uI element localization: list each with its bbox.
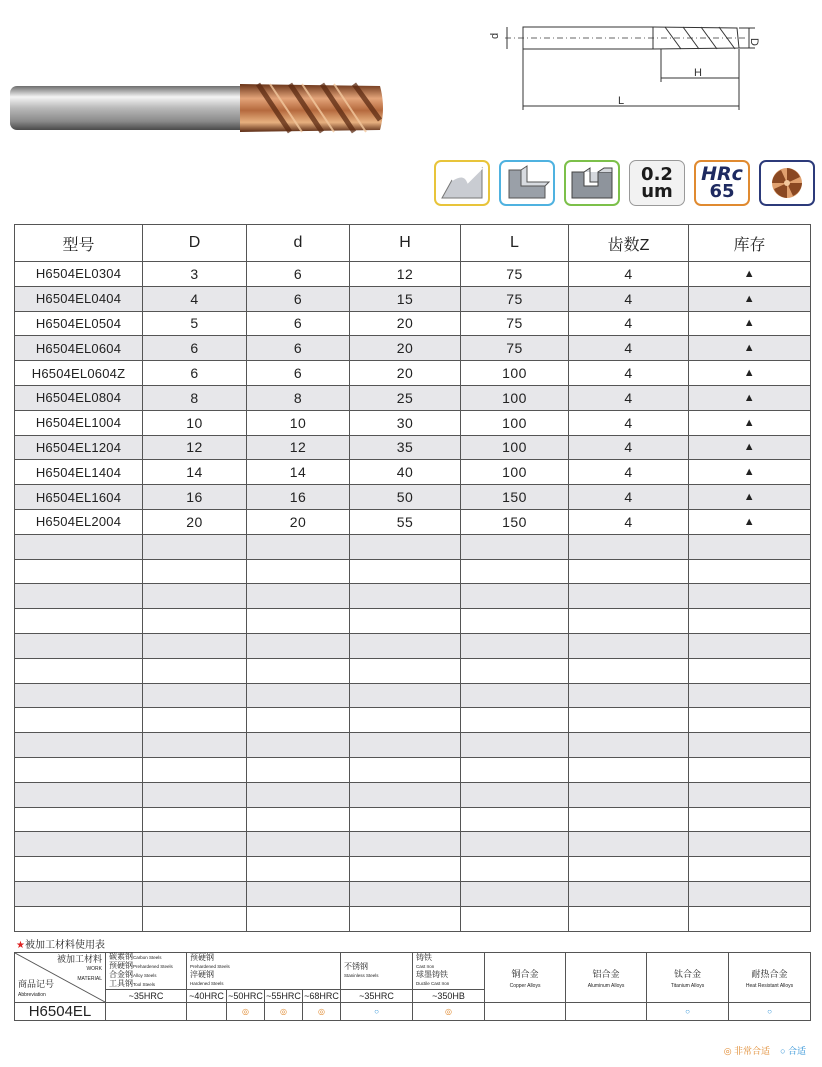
table-cell — [15, 609, 143, 634]
legend-suitable: ○ 合适 — [780, 1046, 806, 1056]
table-cell — [143, 633, 247, 658]
table-cell: 20 — [247, 509, 350, 534]
table-cell — [143, 832, 247, 857]
table-cell — [689, 757, 811, 782]
table-cell: 100 — [461, 385, 569, 410]
legend-very-suitable: ◎ 非常合适 — [723, 1046, 771, 1056]
table-cell — [569, 782, 689, 807]
table-cell: 100 — [461, 361, 569, 386]
profile-milling-icon — [434, 160, 490, 206]
table-cell — [569, 708, 689, 733]
table-cell — [143, 881, 247, 906]
table-cell — [350, 733, 461, 758]
table-cell: 12 — [143, 435, 247, 460]
empty-row — [15, 559, 811, 584]
mark-cell: ◎ — [303, 1003, 341, 1021]
table-row — [15, 336, 811, 361]
empty-row — [15, 708, 811, 733]
table-cell: 16 — [247, 485, 350, 510]
material-carbon: 碳素钢Carbon Steels 预硬钢Prehardened Steels 合金钢Alloy Steels 工具钢Tool Steels — [106, 953, 187, 990]
empty-row — [15, 832, 811, 857]
table-cell — [461, 807, 569, 832]
table-cell — [350, 534, 461, 559]
table-row — [15, 311, 811, 336]
empty-row — [15, 609, 811, 634]
table-cell — [247, 559, 350, 584]
table-cell — [461, 733, 569, 758]
table-row — [15, 435, 811, 460]
table-cell: H6504EL0304 — [15, 262, 143, 287]
table-cell — [143, 807, 247, 832]
table-cell — [143, 782, 247, 807]
hrc-40: ~40HRC — [187, 990, 227, 1003]
table-cell: 4 — [569, 410, 689, 435]
table-cell: 6 — [247, 262, 350, 287]
table-cell — [15, 857, 143, 882]
table-cell: 4 — [143, 286, 247, 311]
surface-roughness-icon — [629, 160, 685, 206]
table-cell: 20 — [350, 311, 461, 336]
table-cell: 100 — [461, 410, 569, 435]
table-cell — [247, 633, 350, 658]
table-cell: ▲ — [689, 410, 811, 435]
legend — [724, 1044, 806, 1057]
table-cell — [350, 881, 461, 906]
table-cell: 4 — [569, 361, 689, 386]
table-cell: ▲ — [689, 385, 811, 410]
table-cell — [689, 708, 811, 733]
table-cell — [461, 658, 569, 683]
table-cell — [143, 584, 247, 609]
table-cell: 75 — [461, 336, 569, 361]
table-cell — [143, 708, 247, 733]
material-copper: 铜合金 Copper Alloys — [485, 953, 566, 1003]
table-cell: 50 — [350, 485, 461, 510]
table-cell — [15, 658, 143, 683]
table-cell — [247, 881, 350, 906]
table-cell — [15, 832, 143, 857]
material-cast-iron: 铸铁 Cast Iron 球墨铸铁 Ductile Cast Iron — [413, 953, 485, 990]
header-H: H — [350, 225, 461, 262]
table-cell — [689, 832, 811, 857]
spec-table — [14, 224, 811, 932]
material-table-title: ★被加工材料使用表 — [16, 940, 105, 951]
mark-cell: ○ — [341, 1003, 413, 1021]
table-cell — [247, 757, 350, 782]
table-cell — [569, 559, 689, 584]
table-cell — [350, 906, 461, 931]
table-cell: 6 — [143, 361, 247, 386]
hrc-stainless: ~35HRC — [341, 990, 413, 1003]
table-cell — [689, 658, 811, 683]
table-cell — [247, 807, 350, 832]
table-cell: 12 — [350, 262, 461, 287]
table-cell — [350, 782, 461, 807]
table-cell: H6504EL1204 — [15, 435, 143, 460]
table-cell — [569, 857, 689, 882]
table-cell: H6504EL0404 — [15, 286, 143, 311]
table-cell — [461, 683, 569, 708]
table-cell — [350, 857, 461, 882]
table-cell: ▲ — [689, 435, 811, 460]
table-cell — [569, 658, 689, 683]
table-cell — [15, 534, 143, 559]
table-cell — [689, 559, 811, 584]
mark-cell — [187, 1003, 227, 1021]
table-cell: 20 — [350, 336, 461, 361]
table-cell: 5 — [143, 311, 247, 336]
table-cell: ▲ — [689, 485, 811, 510]
table-cell — [350, 559, 461, 584]
table-cell — [689, 906, 811, 931]
mark-cell — [566, 1003, 647, 1021]
empty-row — [15, 584, 811, 609]
table-cell: 8 — [247, 385, 350, 410]
table-cell — [15, 757, 143, 782]
material-hardened: 预硬钢 Prehardened Steels 淬硬钢 Hardened Steels — [187, 953, 341, 990]
table-cell — [143, 683, 247, 708]
header-d: d — [247, 225, 350, 262]
table-row — [15, 262, 811, 287]
drawing-label-L: L — [618, 95, 625, 107]
table-cell: 150 — [461, 509, 569, 534]
table-cell: 14 — [143, 460, 247, 485]
material-titanium: 钛合金 Titanium Alloys — [647, 953, 729, 1003]
table-cell — [569, 807, 689, 832]
table-cell — [569, 584, 689, 609]
table-cell: H6504EL1004 — [15, 410, 143, 435]
table-cell: 3 — [143, 262, 247, 287]
table-cell — [247, 832, 350, 857]
table-cell: ▲ — [689, 460, 811, 485]
table-cell — [461, 832, 569, 857]
table-cell — [15, 584, 143, 609]
table-cell — [143, 609, 247, 634]
table-cell: 8 — [143, 385, 247, 410]
empty-row — [15, 857, 811, 882]
table-cell — [15, 708, 143, 733]
table-cell — [143, 534, 247, 559]
hb-cast: ~350HB — [413, 990, 485, 1003]
table-cell: H6504EL0804 — [15, 385, 143, 410]
table-cell — [689, 807, 811, 832]
table-cell — [461, 857, 569, 882]
table-cell — [143, 559, 247, 584]
hardness-label: HRc — [701, 163, 743, 185]
table-cell — [461, 559, 569, 584]
table-cell — [461, 534, 569, 559]
table-cell — [689, 633, 811, 658]
table-cell — [15, 807, 143, 832]
table-cell — [15, 906, 143, 931]
table-cell: 4 — [569, 336, 689, 361]
table-cell: 150 — [461, 485, 569, 510]
table-cell: H6504EL1604 — [15, 485, 143, 510]
table-cell: 4 — [569, 262, 689, 287]
table-cell: H6504EL2004 — [15, 509, 143, 534]
empty-row — [15, 782, 811, 807]
table-row — [15, 460, 811, 485]
table-cell: 75 — [461, 311, 569, 336]
empty-row — [15, 807, 811, 832]
mark-cell: ○ — [729, 1003, 811, 1021]
roughness-unit: um — [641, 181, 673, 202]
table-cell — [461, 609, 569, 634]
table-cell: 4 — [569, 485, 689, 510]
table-cell — [350, 609, 461, 634]
table-cell: 14 — [247, 460, 350, 485]
table-cell: 10 — [247, 410, 350, 435]
table-cell: ▲ — [689, 361, 811, 386]
slot-milling-icon — [564, 160, 620, 206]
table-cell: 6 — [247, 361, 350, 386]
table-row — [15, 485, 811, 510]
table-cell — [143, 906, 247, 931]
table-row — [15, 286, 811, 311]
drawing-label-D: D — [748, 38, 760, 46]
material-table — [14, 952, 811, 1021]
table-cell — [15, 881, 143, 906]
table-cell: 4 — [569, 509, 689, 534]
empty-row — [15, 658, 811, 683]
table-cell: 16 — [143, 485, 247, 510]
table-cell — [461, 584, 569, 609]
table-cell — [143, 857, 247, 882]
drawing-label-d: d — [489, 32, 501, 39]
table-cell — [569, 534, 689, 559]
table-cell: 55 — [350, 509, 461, 534]
table-cell: 6 — [143, 336, 247, 361]
empty-row — [15, 683, 811, 708]
table-cell — [247, 609, 350, 634]
table-cell — [569, 609, 689, 634]
table-cell: H6504EL0604 — [15, 336, 143, 361]
table-cell — [461, 708, 569, 733]
four-flute-icon — [759, 160, 815, 206]
table-cell: ▲ — [689, 336, 811, 361]
table-cell — [569, 832, 689, 857]
table-cell: ▲ — [689, 311, 811, 336]
hrc-50: ~50HRC — [228, 991, 263, 1001]
table-cell — [461, 633, 569, 658]
table-cell: 25 — [350, 385, 461, 410]
table-cell: 6 — [247, 311, 350, 336]
material-header-row — [15, 953, 811, 990]
material-stainless: 不锈钢 Staninless Steels — [341, 953, 413, 990]
dimension-drawing — [485, 10, 765, 115]
table-cell: 15 — [350, 286, 461, 311]
table-cell — [143, 733, 247, 758]
header-teeth: 齿数Z — [569, 225, 689, 262]
table-cell: 100 — [461, 460, 569, 485]
mark-cell: ◎ — [227, 1003, 265, 1021]
end-mill-photo — [8, 80, 388, 136]
table-cell — [350, 757, 461, 782]
table-cell — [569, 683, 689, 708]
empty-row — [15, 534, 811, 559]
table-cell — [569, 633, 689, 658]
table-cell: 6 — [247, 336, 350, 361]
table-cell — [247, 584, 350, 609]
table-cell: H6504EL0504 — [15, 311, 143, 336]
product-code: H6504EL — [15, 1003, 106, 1021]
material-aluminum: 铝合金 Aluminum Alloys — [566, 953, 647, 1003]
table-cell — [15, 683, 143, 708]
mark-cell — [106, 1003, 187, 1021]
table-cell — [247, 658, 350, 683]
drawing-label-H: H — [694, 67, 702, 79]
table-cell: 4 — [569, 460, 689, 485]
table-cell — [350, 658, 461, 683]
mark-cell — [485, 1003, 566, 1021]
star-icon: ★ — [16, 940, 25, 951]
table-cell — [247, 683, 350, 708]
table-row — [15, 385, 811, 410]
table-cell — [569, 757, 689, 782]
table-cell — [689, 857, 811, 882]
table-cell — [689, 881, 811, 906]
table-cell — [689, 534, 811, 559]
hardness-icon — [694, 160, 750, 206]
material-value-row — [15, 1003, 811, 1021]
table-cell: 35 — [350, 435, 461, 460]
table-cell — [569, 906, 689, 931]
table-cell — [689, 683, 811, 708]
table-cell — [569, 881, 689, 906]
empty-row — [15, 906, 811, 931]
table-cell: 4 — [569, 385, 689, 410]
table-cell — [350, 708, 461, 733]
table-cell: 4 — [569, 311, 689, 336]
table-cell — [15, 559, 143, 584]
table-cell — [461, 881, 569, 906]
table-cell — [143, 658, 247, 683]
table-cell: ▲ — [689, 509, 811, 534]
table-cell — [461, 906, 569, 931]
hrc-68: ~68HRC — [304, 991, 339, 1001]
table-cell — [350, 832, 461, 857]
table-cell — [689, 584, 811, 609]
table-cell: 100 — [461, 435, 569, 460]
hrc-55: ~55HRC — [266, 991, 301, 1001]
table-row — [15, 410, 811, 435]
hrc-carbon: ~35HRC — [106, 990, 187, 1003]
table-cell — [15, 733, 143, 758]
table-cell — [247, 857, 350, 882]
table-cell: 75 — [461, 286, 569, 311]
table-cell: 20 — [350, 361, 461, 386]
table-cell — [350, 807, 461, 832]
mark-cell: ◎ — [413, 1003, 485, 1021]
table-cell: 30 — [350, 410, 461, 435]
material-corner-cell: 被加工材料 WORK MATERIAL 商品记号 Abbreviation — [15, 953, 106, 1003]
empty-row — [15, 757, 811, 782]
hardness-value: 65 — [709, 181, 735, 202]
header-model: 型号 — [15, 225, 143, 262]
table-cell — [143, 757, 247, 782]
empty-row — [15, 633, 811, 658]
mark-cell: ◎ — [265, 1003, 303, 1021]
header-stock: 库存 — [689, 225, 811, 262]
table-cell — [689, 733, 811, 758]
table-cell: 4 — [569, 286, 689, 311]
table-cell — [247, 733, 350, 758]
table-cell: 75 — [461, 262, 569, 287]
table-cell: 10 — [143, 410, 247, 435]
table-cell — [461, 782, 569, 807]
table-cell — [569, 733, 689, 758]
table-cell — [461, 757, 569, 782]
table-cell: 6 — [247, 286, 350, 311]
mark-cell: ○ — [647, 1003, 729, 1021]
table-cell: 40 — [350, 460, 461, 485]
table-cell — [247, 534, 350, 559]
empty-row — [15, 733, 811, 758]
material-heat-resistant: 耐热合金 Heat Resistant Alloys — [729, 953, 811, 1003]
table-cell — [247, 782, 350, 807]
empty-row — [15, 881, 811, 906]
table-cell: 4 — [569, 435, 689, 460]
table-cell: 12 — [247, 435, 350, 460]
table-cell: ▲ — [689, 262, 811, 287]
table-cell — [247, 906, 350, 931]
table-cell: 20 — [143, 509, 247, 534]
spec-header-row — [15, 225, 811, 262]
feature-icons — [434, 160, 815, 206]
table-cell — [15, 782, 143, 807]
table-row — [15, 361, 811, 386]
table-cell — [350, 633, 461, 658]
table-row — [15, 509, 811, 534]
table-cell — [350, 683, 461, 708]
table-cell — [15, 633, 143, 658]
table-cell — [350, 584, 461, 609]
header-D: D — [143, 225, 247, 262]
header-L: L — [461, 225, 569, 262]
roughness-value: 0.2 — [641, 164, 673, 185]
table-cell — [689, 782, 811, 807]
table-cell — [689, 609, 811, 634]
shoulder-milling-icon — [499, 160, 555, 206]
table-cell: H6504EL0604Z — [15, 361, 143, 386]
table-cell: ▲ — [689, 286, 811, 311]
table-cell — [247, 708, 350, 733]
table-cell: H6504EL1404 — [15, 460, 143, 485]
